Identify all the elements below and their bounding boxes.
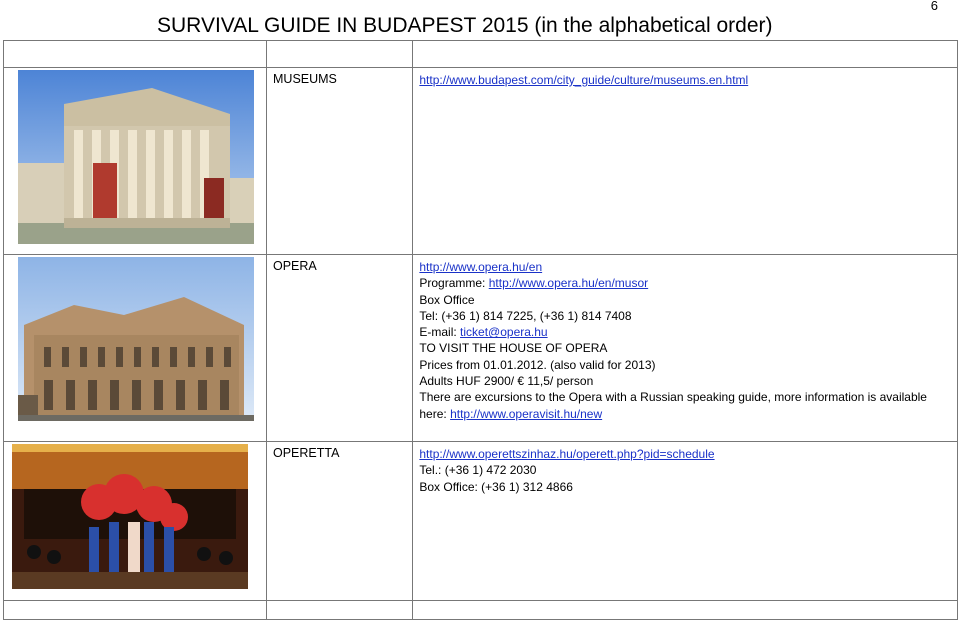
museums-link[interactable]: http://www.budapest.com/city_guide/culture/museums.en.html: [419, 73, 749, 87]
prices-text: Prices from 01.01.2012. (also valid for 2013): [419, 357, 656, 372]
operetta-tel: Tel.: (+36 1) 472 2030: [419, 463, 537, 478]
email-label: E-mail:: [419, 325, 461, 340]
museum-photo-cell: [4, 68, 267, 255]
opera-link[interactable]: http://www.opera.hu/en: [419, 260, 543, 274]
visit-heading: TO VISIT THE HOUSE OF OPERA: [419, 341, 608, 356]
adults-price: Adults HUF 2900/ € 11,5/ person: [419, 374, 594, 389]
table-header-spacer-row: [4, 41, 958, 68]
page-title: SURVIVAL GUIDE IN BUDAPEST 2015 (in the alphabetical order): [157, 14, 773, 37]
operetta-details: [413, 442, 958, 601]
excursions-text: There are excursions to the Opera with a Russian speaking guide, more information is available: [419, 390, 927, 405]
operetta-box-office: Box Office: (+36 1) 312 4866: [419, 479, 573, 494]
box-office-label: Box Office: [419, 292, 475, 307]
section-label-opera: OPERA: [267, 255, 413, 442]
programme-label: Programme:: [419, 276, 489, 291]
here-label: here:: [419, 406, 451, 421]
table-row-opera: [4, 255, 958, 442]
opera-details: [413, 255, 958, 442]
hungarian-state-opera-photo: [4, 255, 266, 441]
table-bottom-spacer-row: [4, 601, 958, 620]
section-label-museums: MUSEUMS: [267, 68, 413, 255]
guide-table: [3, 40, 958, 620]
opera-tel: Tel: (+36 1) 814 7225, (+36 1) 814 7408: [419, 308, 632, 323]
table-row-museums: [4, 68, 958, 255]
table-row-operetta: [4, 442, 958, 601]
operetta-link[interactable]: http://www.operettszinhaz.hu/operett.php?pid=schedule: [419, 447, 715, 461]
programme-link[interactable]: http://www.opera.hu/en/musor: [488, 276, 649, 291]
operavisit-link[interactable]: http://www.operavisit.hu/new: [450, 406, 603, 421]
museum-of-fine-arts-photo: [4, 68, 266, 254]
page-number: 6: [930, 0, 938, 13]
museums-details: [413, 68, 958, 255]
operetta-photo-cell: [4, 442, 267, 601]
section-label-operetta: OPERETTA: [267, 442, 413, 601]
operetta-stage-photo: [4, 442, 266, 600]
opera-photo-cell: [4, 255, 267, 442]
email-link[interactable]: ticket@opera.hu: [460, 325, 548, 340]
